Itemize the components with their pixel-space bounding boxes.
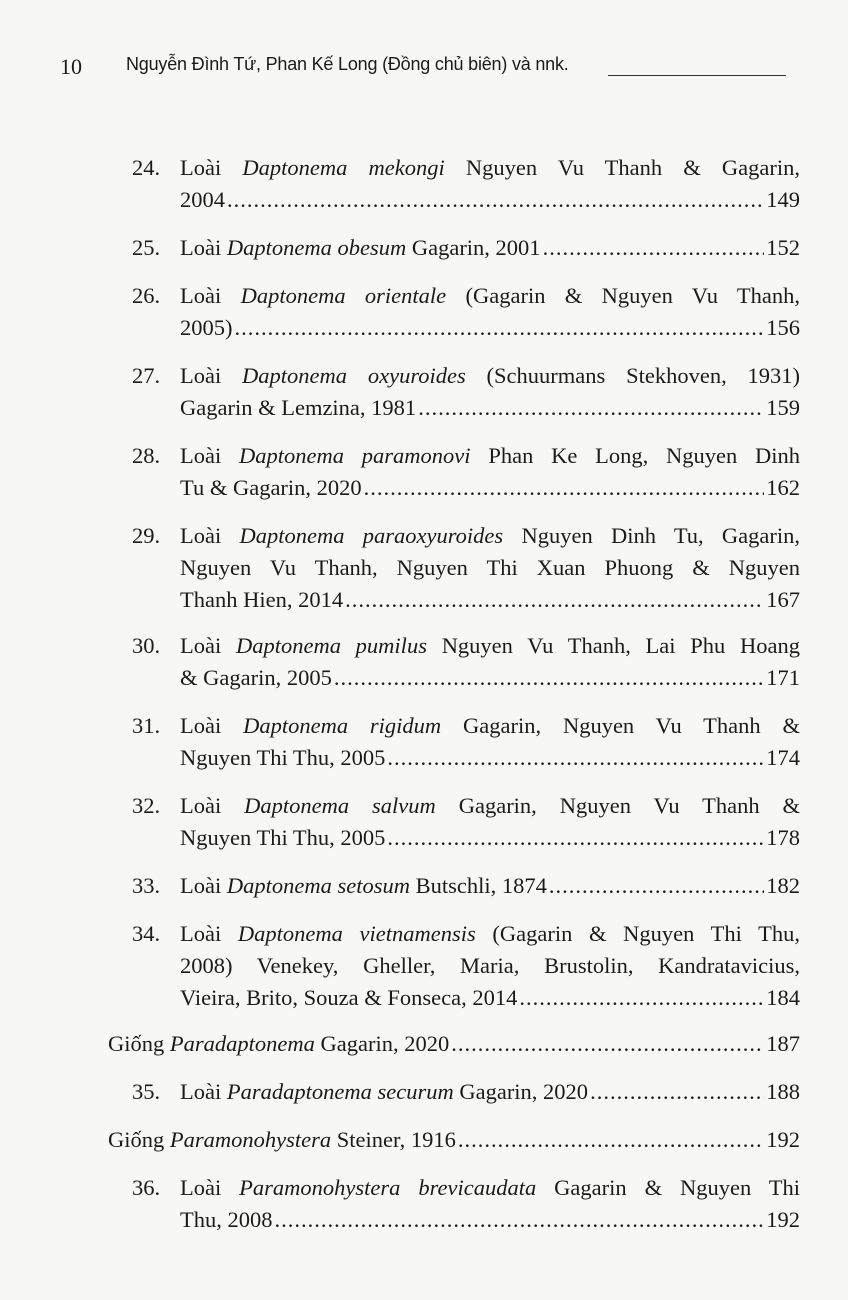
entry-number: 27. [132,363,161,388]
entry-prefix: Loài [180,793,222,818]
entry-line [180,152,800,184]
entry-text [180,232,541,264]
running-header [60,50,790,80]
authority-text: Nguyen Vu Thanh, Lai Phu Hoang [441,633,801,658]
entry-body [180,918,800,1014]
taxon-name: Daptonema orientale [240,283,447,308]
entry-body [180,152,800,216]
entry-line [180,1204,800,1236]
entry-line [180,232,800,264]
dot-leader [451,1028,764,1060]
entry-line [180,520,800,552]
authority-text: Gagarin, 2020 [459,1079,589,1104]
entry-line [180,630,800,662]
dot-leader [543,232,765,264]
authority-text: Thanh Hien, 2014 [180,587,344,612]
entry-line [180,280,800,312]
entry-line [180,584,800,616]
taxon-name: Daptonema vietnamensis [237,921,476,946]
taxon-name: Daptonema obesum [226,235,407,260]
authority-text: Tu & Gagarin, 2020 [180,475,362,500]
taxon-name: Daptonema pumilus [235,633,427,658]
entry-prefix: Loài [180,235,222,260]
entry-text [108,1124,456,1156]
entry-prefix: Loài [180,363,222,388]
authority-text: Gagarin, Nguyen Vu Thanh & [458,793,801,818]
authority-text: Thu, 2008 [180,1207,273,1232]
entry-number: 26. [132,283,161,308]
page-ref[interactable]: 187 [766,1031,800,1056]
entry-body [180,520,800,616]
authority-text: Gagarin, 2001 [411,235,541,260]
entry-line [180,742,800,774]
authority-text: 2008) Venekey, Gheller, Maria, Brustolin, Kandratavicius, [180,953,800,978]
authority-text: Steiner, 1916 [336,1127,456,1152]
taxon-name: Paramonohystera brevicaudata [239,1175,537,1200]
authority-text: Gagarin, Nguyen Vu Thanh & [463,713,801,738]
entry-line [180,360,800,392]
authority-text: Vieira, Brito, Souza & Fonseca, 2014 [180,985,518,1010]
entry-body [108,1124,800,1156]
page-ref[interactable]: 188 [766,1079,800,1104]
dot-leader [418,392,764,424]
entry-number: 33. [132,873,161,898]
page-ref[interactable]: 182 [766,873,800,898]
taxon-name: Daptonema mekongi [242,155,445,180]
entry-line [180,982,800,1014]
entry-prefix: Loài [180,713,222,738]
authority-text: (Schuurmans Stekhoven, 1931) [486,363,801,388]
authority-text: Nguyen Vu Thanh, Nguyen Thi Xuan Phuong & Nguyen [180,555,800,580]
entry-prefix: Loài [180,633,222,658]
page-ref[interactable]: 192 [766,1127,800,1152]
entry-prefix: Loài [180,155,222,180]
entry-text [180,822,385,854]
entry-prefix: Giống [108,1031,165,1056]
page-ref[interactable]: 149 [766,187,800,212]
dot-leader [519,982,764,1014]
taxon-name: Daptonema rigidum [243,713,442,738]
taxon-name: Paradaptonema securum [226,1079,454,1104]
entry-text [108,1028,449,1060]
entry-number: 28. [132,443,161,468]
entry-line [180,710,800,742]
entry-text [180,312,233,344]
dot-leader [345,584,764,616]
entry-prefix: Loài [180,873,222,898]
page-ref[interactable]: 178 [766,825,800,850]
entry-line [180,184,800,216]
authority-text: & Gagarin, 2005 [180,665,332,690]
entry-text [180,584,343,616]
taxon-name: Paramonohystera [169,1127,332,1152]
entry-line [180,472,800,504]
entry-body [180,360,800,424]
entry-text [180,982,517,1014]
taxon-name: Daptonema oxyuroides [242,363,466,388]
entry-prefix: Loài [180,523,222,548]
authority-text: 2005) [180,315,233,340]
entry-number: 30. [132,633,161,658]
entry-text [180,1204,273,1236]
entry-number: 36. [132,1175,161,1200]
entry-prefix: Loài [180,921,222,946]
authority-text: Gagarin, 2020 [320,1031,450,1056]
page-ref[interactable]: 156 [766,315,800,340]
authority-text: 2004 [180,187,225,212]
dot-leader [235,312,765,344]
entry-line [180,822,800,854]
entry-body [180,1172,800,1236]
entry-body [180,440,800,504]
taxon-name: Paradaptonema [169,1031,315,1056]
dot-leader [549,870,764,902]
entry-body [108,1028,800,1060]
dot-leader [590,1076,764,1108]
taxon-name: Daptonema paraoxyuroides [239,523,504,548]
authority-text: Nguyen Thi Thu, 2005 [180,825,386,850]
authority-text: (Gagarin & Nguyen Thi Thu, [492,921,801,946]
entry-body [180,630,800,694]
entry-body [180,710,800,774]
authority-text: Nguyen Vu Thanh & Gagarin, [465,155,801,180]
entry-line [180,1076,800,1108]
header-rule [608,75,786,76]
entry-text [180,392,416,424]
page-ref[interactable]: 159 [766,395,800,420]
entry-number: 25. [132,235,161,260]
authority-text: Butschli, 1874 [415,873,547,898]
entry-number: 34. [132,921,161,946]
page-ref[interactable]: 167 [766,587,800,612]
entry-prefix: Loài [180,283,222,308]
entry-line [180,1172,800,1204]
dot-leader [227,184,764,216]
entry-line [180,870,800,902]
entry-prefix: Loài [180,443,222,468]
entry-number: 24. [132,155,161,180]
page-ref[interactable]: 184 [766,985,800,1010]
entry-body [180,870,800,902]
entry-text [180,184,225,216]
dot-leader [387,742,764,774]
entry-line [180,790,800,822]
entry-body [180,790,800,854]
page-ref[interactable]: 174 [766,745,800,770]
running-title: Nguyễn Đình Tứ, Phan Kế Long (Đồng chủ biên) và nnk. [126,54,569,74]
page-ref[interactable]: 152 [766,235,800,260]
entry-line [180,440,800,472]
entry-number: 35. [132,1079,161,1104]
entry-line [180,662,800,694]
taxon-name: Daptonema paramonovi [239,443,471,468]
dot-leader [275,1204,765,1236]
dot-leader [458,1124,764,1156]
dot-leader [364,472,765,504]
entry-line [180,312,800,344]
entry-body [180,280,800,344]
entry-text [180,742,385,774]
authority-text: (Gagarin & Nguyen Vu Thanh, [465,283,800,308]
dot-leader [334,662,764,694]
authority-text: Gagarin & Lemzina, 1981 [180,395,417,420]
entry-prefix: Giống [108,1127,165,1152]
dot-leader [387,822,764,854]
entry-text [180,1076,588,1108]
entry-number: 29. [132,523,161,548]
entry-body [180,1076,800,1108]
entry-body [180,232,800,264]
authority-text: Nguyen Thi Thu, 2005 [180,745,386,770]
page-ref[interactable]: 171 [766,665,800,690]
authority-text: Phan Ke Long, Nguyen Dinh [488,443,801,468]
entry-line [180,918,800,950]
entry-text [180,472,362,504]
page-ref[interactable]: 162 [766,475,800,500]
taxon-name: Daptonema salvum [244,793,436,818]
entry-line [180,392,800,424]
entry-text [180,662,332,694]
entry-number: 31. [132,713,161,738]
entry-line [108,1028,800,1060]
entry-prefix: Loài [180,1175,222,1200]
page-number: 10 [60,54,82,79]
entry-prefix: Loài [180,1079,222,1104]
authority-text: Nguyen Dinh Tu, Gagarin, [521,523,801,548]
taxon-name: Daptonema setosum [226,873,410,898]
entry-text [180,870,547,902]
entry-number: 32. [132,793,161,818]
entry-line [108,1124,800,1156]
entry-line [180,950,800,982]
entry-line [180,552,800,584]
page-ref[interactable]: 192 [766,1207,800,1232]
authority-text: Gagarin & Nguyen Thi [554,1175,801,1200]
